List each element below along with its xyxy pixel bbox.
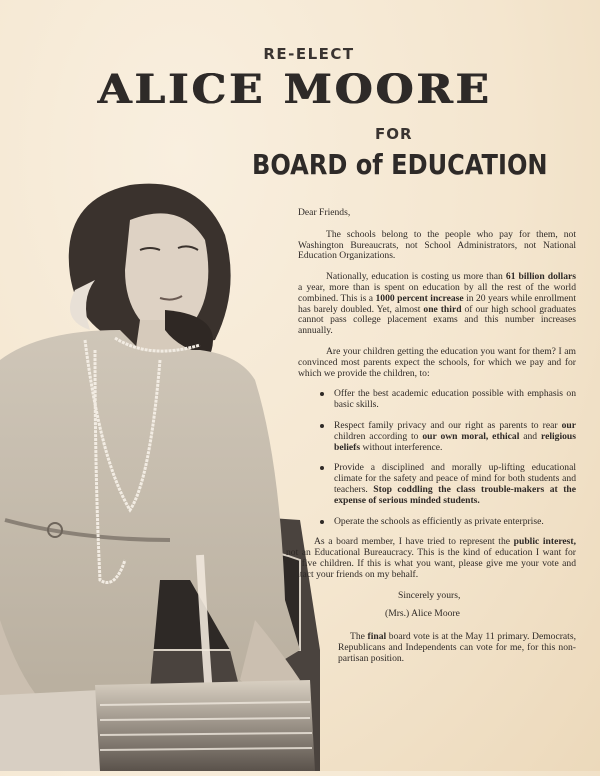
office-title: BOARD of EDUCATION xyxy=(252,148,548,181)
list-item xyxy=(298,421,576,453)
bold-span: 61 billion dollars xyxy=(505,271,576,283)
portrait-photo-icon xyxy=(0,180,325,771)
text-span: not an Educational Bureaucracy. This is the kind of education I want for my five children. If this is what you want, please give me your vote and contact your friends on my behalf. xyxy=(286,547,576,580)
text-span: and xyxy=(519,430,541,442)
salutation: Dear Friends, xyxy=(298,207,351,218)
candidate-name: ALICE MOORE xyxy=(98,66,493,113)
bold-span: Stop coddling the class trouble-makers at the expense of serious minded students. xyxy=(334,483,576,506)
list-item xyxy=(298,463,576,506)
text-span: a year, more than is spent on education by all the rest of the world combined. This is a xyxy=(298,281,576,304)
bold-span: public interest, xyxy=(513,536,576,548)
text-span: board vote is at the May 11 primary. Democrats, Republicans and Independents can vote for me, for this non-partisan position. xyxy=(338,631,576,664)
closing: Sincerely yours, xyxy=(398,589,461,601)
text-span: without interference. xyxy=(360,441,443,453)
paragraph-3: Are your children getting the education you want for them? I am convinced most parents expect the schools, for which we pay and for which we provide the children, to: xyxy=(298,345,576,379)
bold-span: religious beliefs xyxy=(334,430,576,453)
text-span: in 20 years while enrollment has barely doubled. Yet, almost xyxy=(298,292,576,315)
list-item: Operate the schools as efficiently as private enterprise. xyxy=(298,517,576,528)
letter-body xyxy=(286,207,576,675)
goals-list xyxy=(298,389,576,527)
text-span: children according to xyxy=(334,430,423,442)
text-span: Respect family privacy and our right as parents to rear xyxy=(334,419,562,431)
connector-text: FOR xyxy=(375,125,413,143)
bold-span: our own moral, ethical xyxy=(422,430,520,442)
text-span: As a board member, I have tried to represent the xyxy=(314,536,514,548)
text-span: The xyxy=(350,631,368,643)
paragraph-2 xyxy=(298,272,576,337)
pre-title: RE-ELECT xyxy=(263,45,355,63)
bold-span: final xyxy=(367,631,387,643)
candidate-photo xyxy=(0,180,325,771)
bold-span: 1000 percent increase xyxy=(375,292,464,304)
bold-span: one third xyxy=(423,303,462,315)
text-span: of our high school graduates cannot pass college placement exams and this number increases annually. xyxy=(298,303,576,337)
text-span: Nationally, education is costing us more than xyxy=(326,271,506,283)
footnote xyxy=(338,632,576,664)
list-item: Offer the best academic education possible with emphasis on basic skills. xyxy=(298,389,576,411)
paragraph-1: The schools belong to the people who pay for them, not Washington Bureaucrats, not School Administrators, not National Education Organizations. xyxy=(298,228,576,262)
signature: (Mrs.) Alice Moore xyxy=(385,608,460,620)
bold-span: our xyxy=(561,419,576,431)
text-span: Provide a disciplined and morally up-lifting educational climate for the safety and peace of mind for both students and teachers. xyxy=(334,462,576,495)
paragraph-4 xyxy=(286,537,576,580)
